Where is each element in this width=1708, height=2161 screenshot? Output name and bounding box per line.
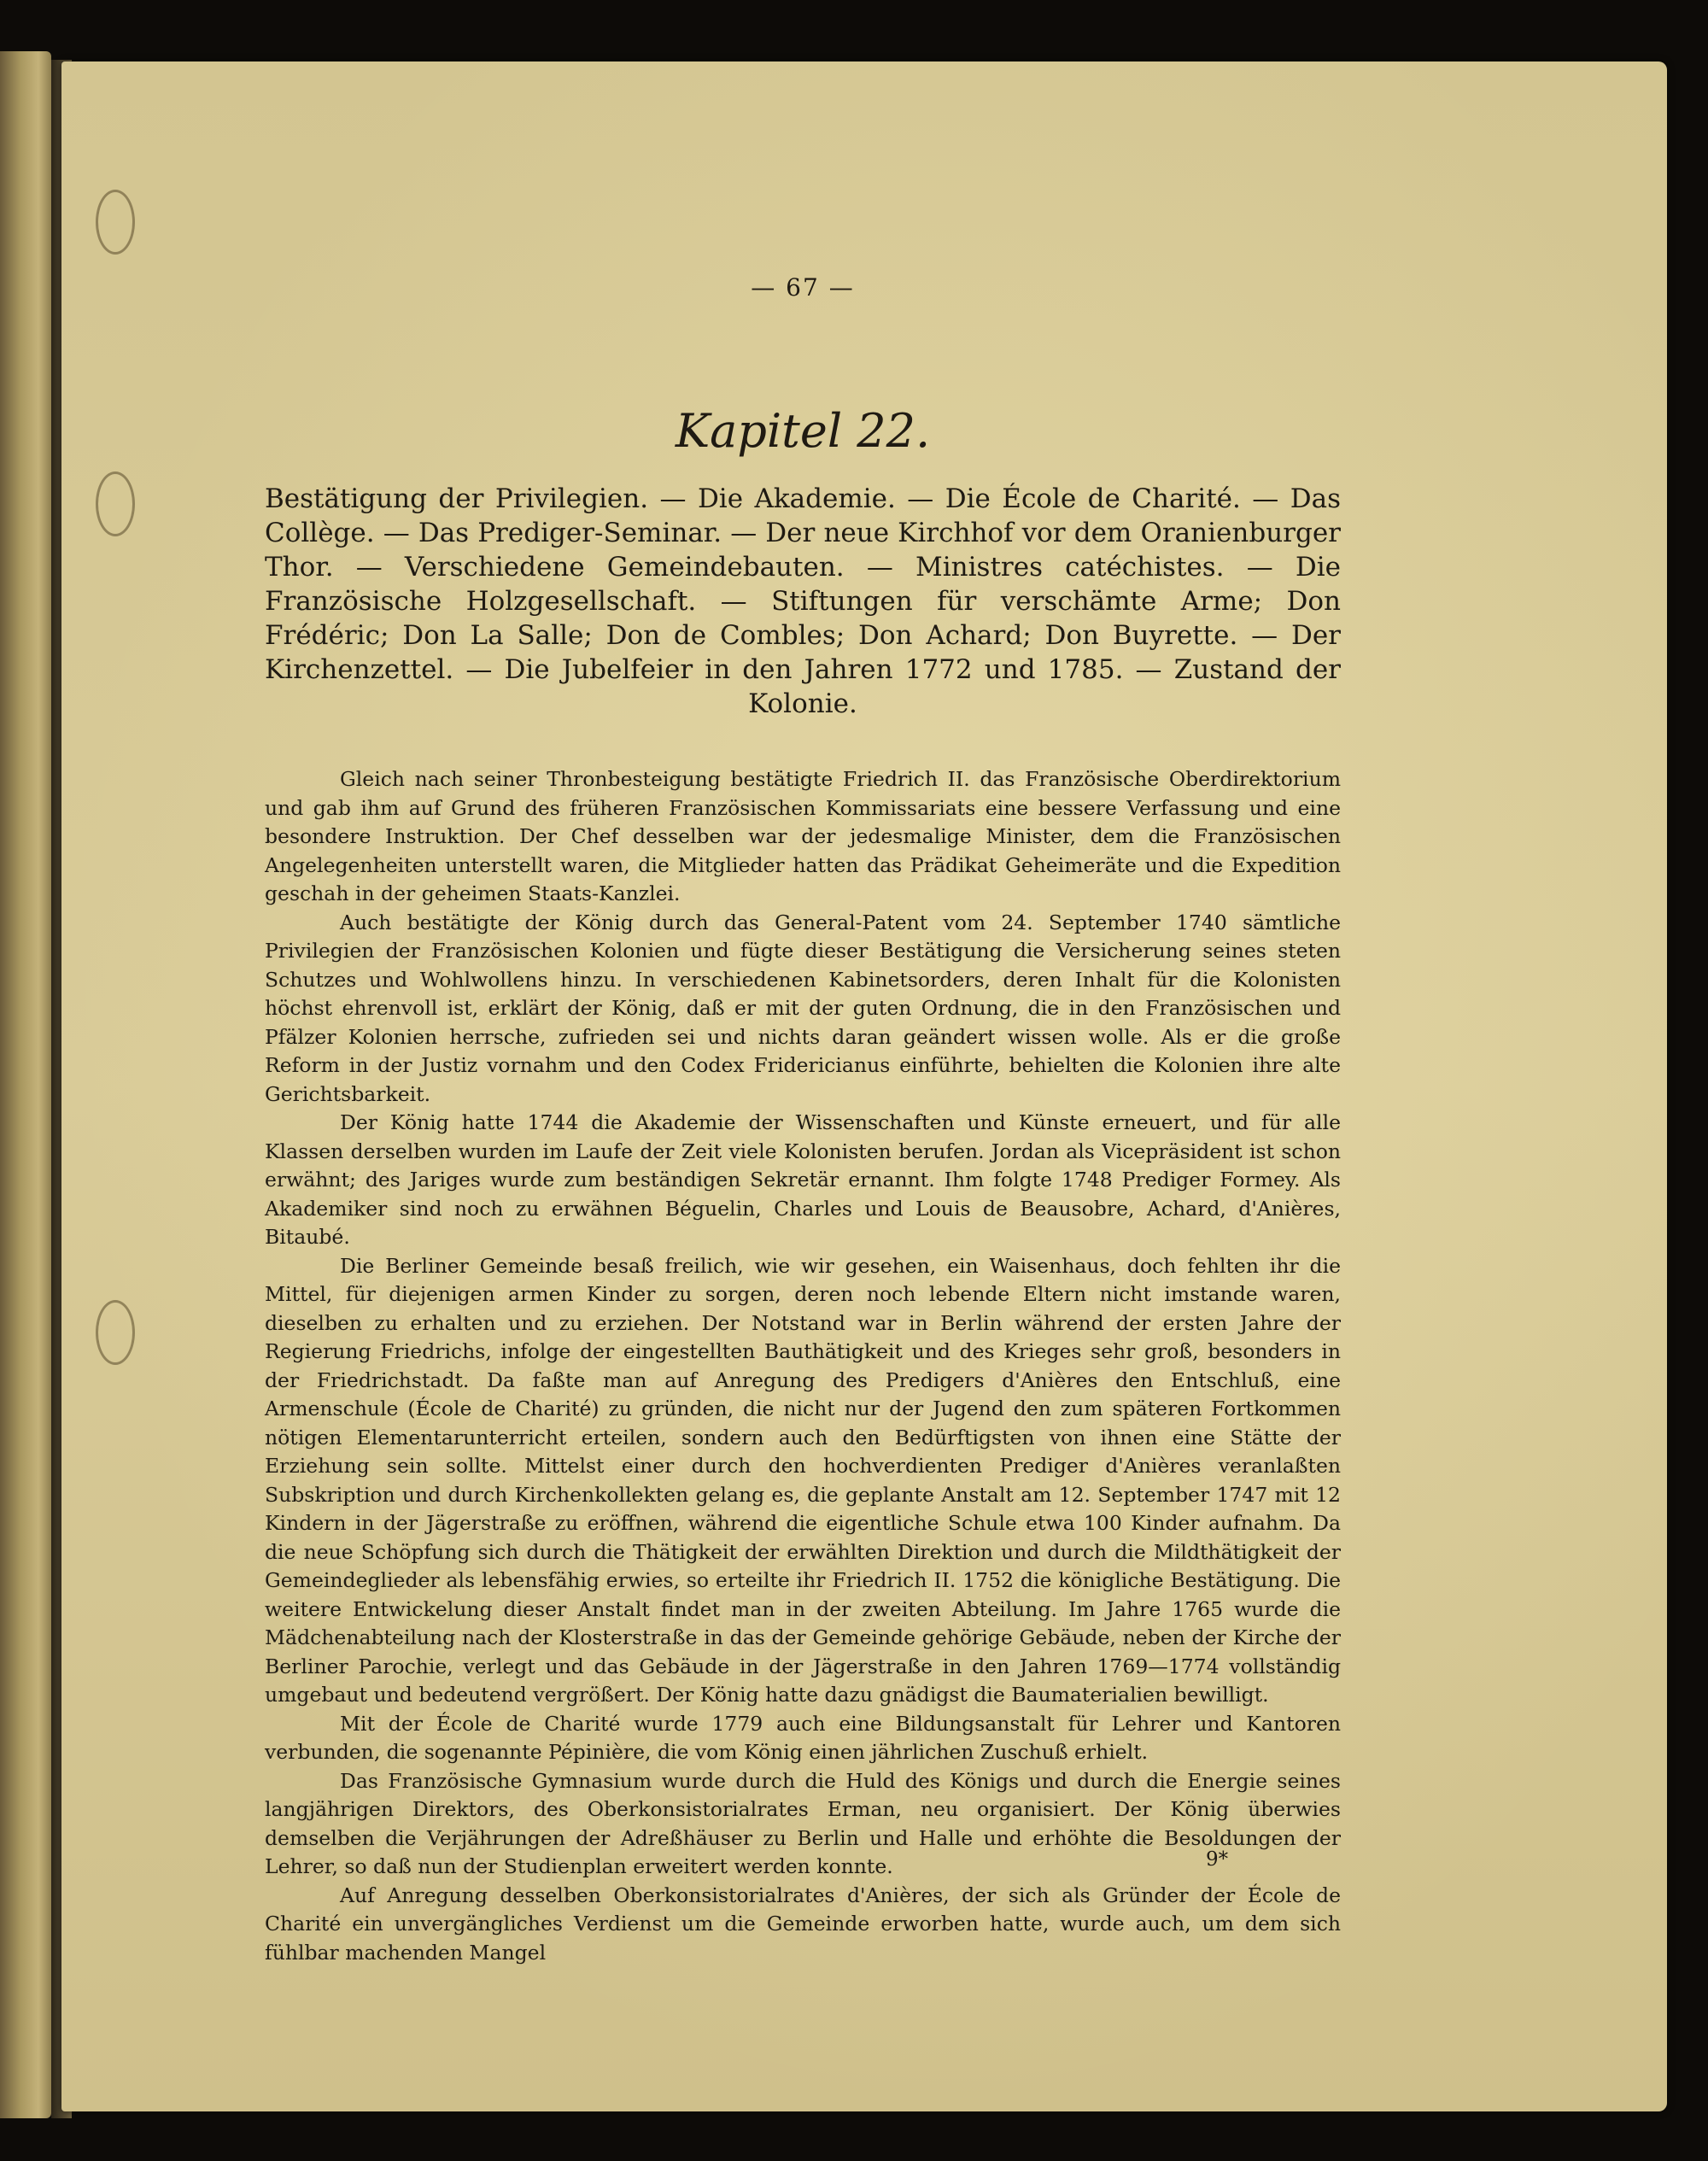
previous-page-edge [0, 51, 51, 2118]
binding-thread-mark [96, 190, 135, 255]
paragraph: Auch bestätigte der König durch das General-Patent vom 24. September 1740 sämtliche Privilegien der Französischen Kolonien und fügte dieser Bestätigung die Versicherung seines steten Schutzes und Wohlwollens hinzu. In verschiedenen Kabinetsorders, deren Inhalt für die Kolonisten höchst ehrenvoll ist, erklärt der König, daß er mit der guten Ordnung, die in den Französischen und Pfälzer Kolonien herrsche, zufrieden sei und nichts daran geändert wissen wolle. Als er die große Reform in der Justiz vornahm und den Codex Fridericianus einführte, behielten die Kolonien ihre alte Gerichtsbarkeit. [265, 910, 1341, 1106]
chapter-title: Kapitel 22. [675, 404, 931, 458]
paragraph: Das Französische Gymnasium wurde durch die Huld des Königs und durch die Energie seines langjährigen Direktors, des Oberkonsistorialrates Erman, neu organisiert. Der König überwies demselben die Verjährungen der Adreßhäuser zu Berlin und Halle und erhöhte die Besoldungen der Lehrer, so daß nun der Studienplan erweitert werden konnte. [265, 1768, 1341, 1878]
printer-signature: 9* [1206, 1848, 1229, 1871]
page-text-block [265, 273, 1341, 1967]
paragraph: Gleich nach seiner Thronbesteigung bestätigte Friedrich II. das Französische Oberdirektorium und gab ihm auf Grund des früheren Französischen Kommissariats eine bessere Verfassung und eine besondere Instruktion. Der Chef desselben war der jedesmalige Minister, dem die Französischen Angelegenheiten unterstellt waren, die Mitglieder hatten das Prädikat Geheimeräte und die Expedition geschah in der geheimen Staats-Kanzlei. [265, 767, 1341, 905]
binding-thread-mark [96, 1300, 135, 1365]
body-text [265, 765, 1341, 1967]
page-number: — 67 — [751, 273, 855, 302]
binding-thread-mark [96, 471, 135, 536]
paragraph: Der König hatte 1744 die Akademie der Wissenschaften und Künste erneuert, und für alle Klassen derselben wurden im Laufe der Zeit viele Kolonisten berufen. Jordan als Vicepräsident ist schon erwähnt; des Jariges wurde zum beständigen Sekretär ernannt. Ihm folgte 1748 Prediger Formey. Als Akademiker sind noch zu erwähnen Béguelin, Charles und Louis de Beausobre, Achard, d'Anières, Bitaubé. [265, 1110, 1341, 1249]
paragraph: Die Berliner Gemeinde besaß freilich, wie wir gesehen, ein Waisenhaus, doch fehlten ihr die Mittel, für diejenigen armen Kinder zu sorgen, deren noch lebende Eltern nicht imstande waren, dieselben zu erhalten und zu erziehen. Der Notstand war in Berlin während der ersten Jahre der Regierung Friedrichs, infolge der eingestellten Bauthätigkeit und des Krieges sehr groß, besonders in der Friedrichstadt. Da faßte man auf Anregung des Predigers d'Anières den Entschluß, eine Armenschule (École de Charité) zu gründen, die nicht nur der Jugend den zum späteren Fortkommen nötigen Elementarunterricht erteilen, sondern auch den Bedürftigsten von ihnen eine Stätte der Erziehung sein sollte. Mittelst einer durch den hochverdienten Prediger d'Anières veranlaßten Subskription und durch Kirchenkollekten gelang es, die geplante Anstalt am 12. September 1747 mit 12 Kindern in der Jägerstraße zu eröffnen, während die eigentliche Schule etwa 100 Kinder aufnahm. Da die neue Schöpfung sich durch die Thätigkeit der erwählten Direktion und durch die Mildthätigkeit der Gemeindeglieder als lebensfähig erwies, so erteilte ihr Friedrich II. 1752 die königliche Bestätigung. Die weitere Entwickelung dieser Anstalt findet man in der zweiten Abteilung. Im Jahre 1765 wurde die Mädchenabteilung nach der Klosterstraße in das der Gemeinde gehörige Gebäude, neben der Kirche der Berliner Parochie, verlegt und das Gebäude in der Jägerstraße in den Jahren 1769—1774 vollständig umgebaut und bedeutend vergrößert. Der König hatte dazu gnädigst die Baumaterialien bewilligt. [265, 1253, 1341, 1707]
chapter-summary: Bestätigung der Privilegien. — Die Akademie. — Die École de Charité. — Das Collège. — Das Prediger-Seminar. — Der neue Kirchhof vor dem Oranienburger Thor. — Verschiedene Gemeindebauten. — Ministres catéchistes. — Die Französische Holzgesellschaft. — Stiftungen für verschämte Arme; Don Frédéric; Don La Salle; Don de Combles; Don Achard; Don Buyrette. — Der Kirchenzettel. — Die Jubelfeier in den Jahren 1772 und 1785. — Zustand der Kolonie. [265, 483, 1341, 719]
paragraph: Mit der École de Charité wurde 1779 auch eine Bildungsanstalt für Lehrer und Kantoren verbunden, die sogenannte Pépinière, die vom König einen jährlichen Zuschuß erhielt. [265, 1711, 1341, 1764]
paragraph: Auf Anregung desselben Oberkonsistorialrates d'Anières, der sich als Gründer der École de Charité ein unvergängliches Verdienst um die Gemeinde erworben hatte, wurde auch, um dem sich fühlbar machenden Mangel [265, 1883, 1341, 1965]
